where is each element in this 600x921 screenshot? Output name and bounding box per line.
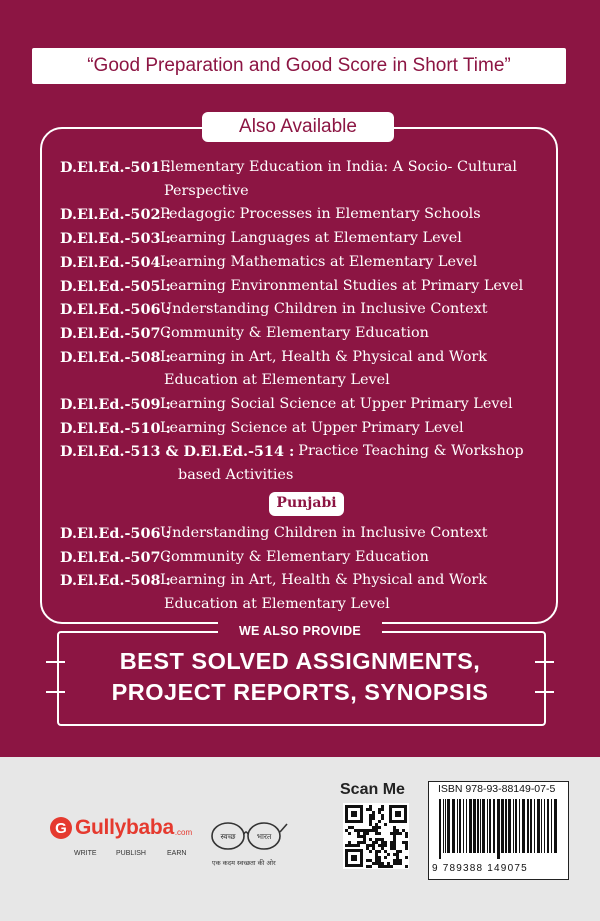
- course-title: Learning Science at Upper Primary Level: [160, 419, 464, 436]
- publisher-logo: [50, 816, 192, 840]
- course-row: [60, 569, 550, 593]
- course-code: D.El.Ed.-508 :: [60, 348, 171, 366]
- logo-g-icon: G: [50, 817, 72, 839]
- course-title: Community & Elementary Education: [160, 324, 429, 341]
- course-code: D.El.Ed.-504 :: [60, 253, 171, 271]
- logo-brand: Gullybaba: [75, 816, 174, 839]
- course-row: [60, 393, 550, 417]
- course-row: [60, 227, 550, 251]
- course-title: Practice Teaching & Workshop: [298, 443, 524, 460]
- swachh-caption: एक कदम स्वच्छता की ओर: [212, 859, 276, 867]
- tagline-banner: [32, 48, 566, 84]
- course-code: D.El.Ed.-503 :: [60, 230, 171, 248]
- provide-label: WE ALSO PROVIDE: [218, 622, 382, 640]
- glasses-icon: [208, 814, 288, 856]
- course-title: Learning Social Science at Upper Primary Level: [160, 396, 513, 413]
- swachh-right-word: भारत: [256, 832, 272, 841]
- swachh-bharat-logo: [208, 814, 288, 860]
- course-title-continued: based Activities: [178, 467, 294, 484]
- course-title: Community & Elementary Education: [160, 548, 429, 565]
- course-title: Learning in Art, Health & Physical and Work: [160, 348, 487, 365]
- logo-sub-publish: PUBLISH: [116, 850, 146, 857]
- qr-code-icon[interactable]: [343, 803, 409, 869]
- course-row: [60, 322, 550, 346]
- logo-sub-write: WRITE: [74, 850, 97, 857]
- course-title: Pedagogic Processes in Elementary Schools: [160, 206, 481, 223]
- course-code: D.El.Ed.-505 :: [60, 277, 171, 295]
- course-title: Learning Languages at Elementary Level: [160, 230, 462, 247]
- course-title-continued: Education at Elementary Level: [164, 372, 390, 389]
- course-row: [60, 156, 550, 180]
- course-title: Elementary Education in India: A Socio- Cultural: [160, 159, 517, 175]
- course-code: D.El.Ed.-506 :: [60, 301, 171, 319]
- course-row: [60, 275, 550, 299]
- course-code: D.El.Ed.-509 :: [60, 396, 171, 414]
- course-code: D.El.Ed.-513 & D.El.Ed.-514 :: [60, 443, 295, 461]
- scan-me-label: Scan Me: [340, 781, 405, 798]
- barcode-icon: [435, 799, 563, 859]
- course-list: [60, 156, 550, 617]
- also-available-heading: Also Available: [202, 112, 394, 142]
- course-code: D.El.Ed.-506 :: [60, 524, 171, 542]
- isbn-label: ISBN 978-93-88149-07-5: [438, 783, 556, 795]
- course-code: D.El.Ed.-508 :: [60, 572, 171, 590]
- logo-domain: .com: [174, 827, 193, 837]
- course-title: Learning in Art, Health & Physical and Work: [160, 572, 487, 589]
- course-code: D.El.Ed.-510 :: [60, 419, 171, 437]
- course-code: D.El.Ed.-507 :: [60, 324, 171, 342]
- course-title: Learning Mathematics at Elementary Level: [160, 253, 478, 270]
- course-code: D.El.Ed.-501 :: [60, 159, 171, 176]
- course-title-continued: Education at Elementary Level: [164, 595, 390, 612]
- course-title: Learning Environmental Studies at Primary Level: [160, 277, 524, 294]
- course-title: Understanding Children in Inclusive Context: [160, 524, 488, 541]
- tagline-text: “Good Preparation and Good Score in Short Time”: [87, 55, 511, 76]
- provide-line-1: BEST SOLVED ASSIGNMENTS,: [119, 648, 481, 674]
- provide-line-2: PROJECT REPORTS, SYNOPSIS: [111, 679, 489, 705]
- course-row: [60, 251, 550, 275]
- course-title-continued: Perspective: [164, 182, 249, 199]
- logo-sub-earn: EARN: [167, 850, 187, 857]
- course-row: [60, 346, 550, 370]
- course-row: [60, 546, 550, 570]
- course-row: [60, 522, 550, 546]
- course-title: Understanding Children in Inclusive Context: [160, 301, 488, 318]
- course-row: [60, 417, 550, 441]
- course-row: [60, 203, 550, 227]
- course-row: [60, 298, 550, 322]
- barcode-digits: 9 789388 149075: [432, 863, 528, 874]
- course-row: [60, 440, 550, 464]
- course-code: D.El.Ed.-502 :: [60, 206, 171, 224]
- swachh-left-word: स्वच्छ: [220, 832, 236, 841]
- punjabi-heading: Punjabi: [269, 492, 344, 516]
- course-code: D.El.Ed.-507 :: [60, 548, 171, 566]
